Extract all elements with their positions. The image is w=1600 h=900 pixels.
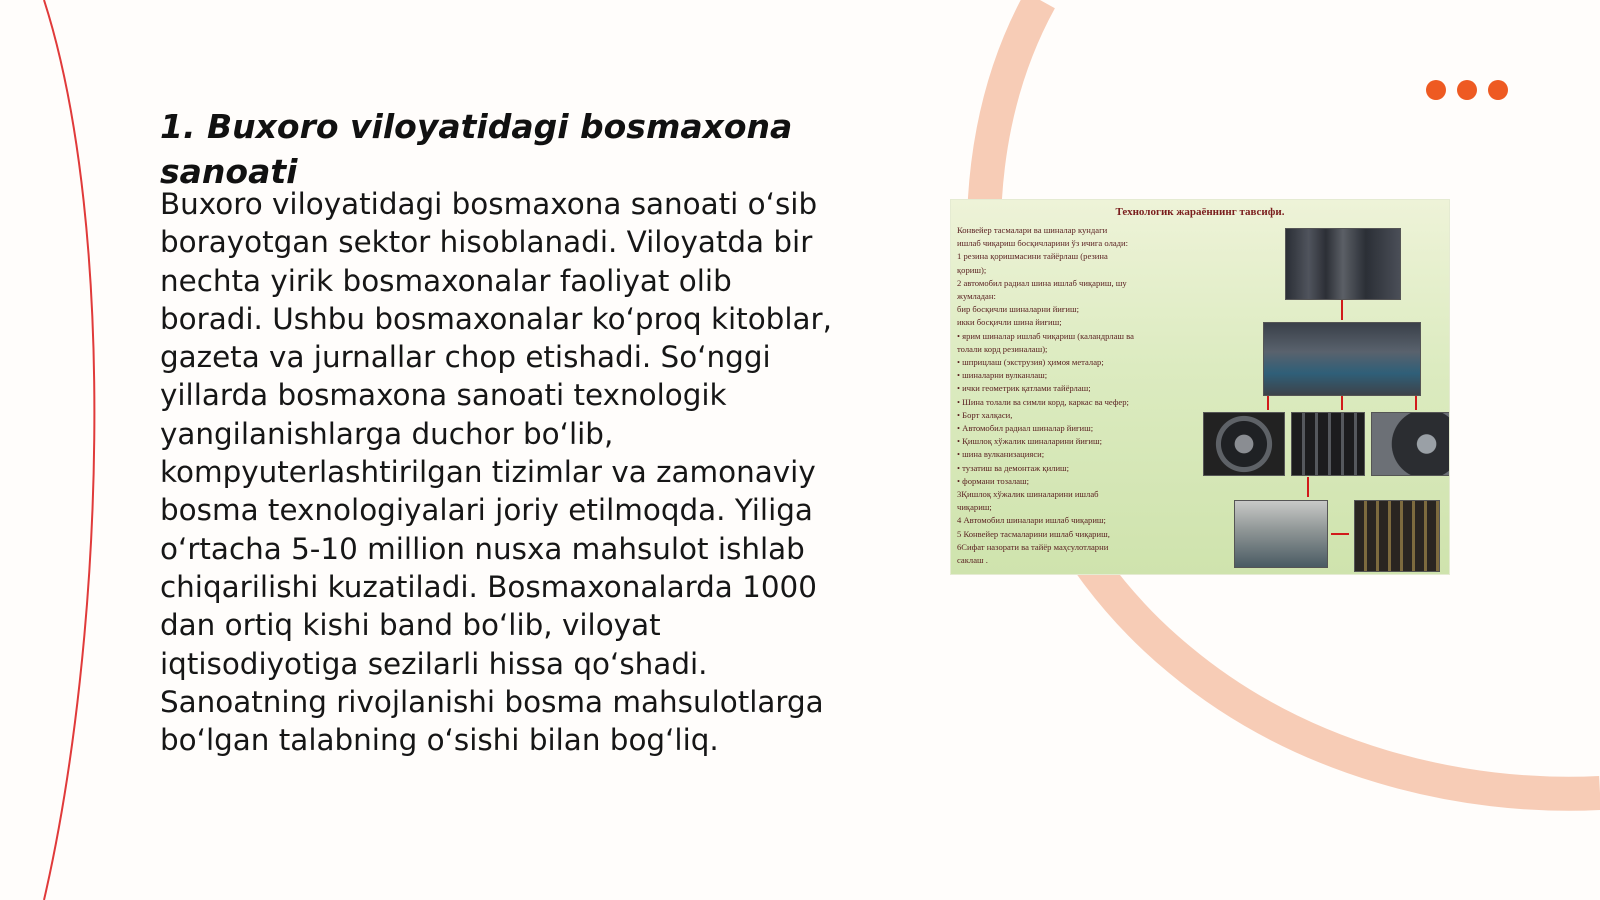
diagram-line: бир босқичли шиналарни йиғиш; bbox=[957, 304, 1080, 315]
diagram-line: • Қишлоқ хўжалик шиналарини йиғиш; bbox=[957, 436, 1103, 447]
diagram-line: 5 Конвейер тасмаларини ишлаб чиқариш, bbox=[957, 528, 1110, 539]
factory-photo bbox=[1263, 322, 1421, 396]
diagram-line: • Борт халқаси, bbox=[957, 409, 1013, 420]
left-edge-line bbox=[44, 0, 94, 900]
dots-menu bbox=[1426, 80, 1508, 100]
diagram-line: икки босқичли шина йиғиш; bbox=[957, 317, 1062, 328]
arrow-down-icon bbox=[1341, 396, 1343, 410]
diagram-line: • шприцлаш (экструзия) ҳимоя металар; bbox=[957, 357, 1104, 368]
process-diagram-image bbox=[951, 200, 1449, 574]
diagram-line: толали корд резиналаш); bbox=[957, 343, 1048, 354]
diagram-line: 3Қишлоқ хўжалик шиналарини ишлаб bbox=[957, 489, 1099, 500]
diagram-line: 4 Автомобил шиналари ишлаб чиқариш; bbox=[957, 515, 1106, 526]
diagram-text bbox=[957, 224, 1231, 567]
arrow-down-icon bbox=[1341, 300, 1343, 320]
diagram-line: 6Сифат назорати ва тайёр маҳсулотларни bbox=[957, 541, 1109, 552]
diagram-line: 1 резина қоришмасини тайёрлаш (резина bbox=[957, 251, 1108, 262]
dot-icon bbox=[1426, 80, 1446, 100]
arrow-right-icon bbox=[1331, 533, 1349, 535]
tire-closeup-photo bbox=[1371, 412, 1449, 476]
worker-photo bbox=[1234, 500, 1328, 568]
diagram-line: • шина вулканизацияси; bbox=[957, 449, 1045, 460]
diagram-line: • формани тозалаш; bbox=[957, 475, 1030, 486]
diagram-line: • ярим шиналар ишлаб чиқариш (каландрлаш ва bbox=[957, 330, 1134, 341]
diagram-line: Конвейер тасмалари ва шиналар кундаги bbox=[957, 225, 1108, 235]
diagram-line: ишлаб чиқариш босқичларини ўз ичига олади: bbox=[957, 238, 1129, 249]
arrow-down-icon bbox=[1415, 396, 1417, 410]
diagram-line: саклаш . bbox=[957, 555, 988, 566]
diagram-line: • тузатиш ва демонтаж қилиш; bbox=[957, 462, 1070, 473]
dot-icon bbox=[1488, 80, 1508, 100]
diagram-title: Технологик жараённинг тавсифи. bbox=[1115, 206, 1285, 218]
slide-body-text: Buxoro viloyatidagi bosmaxona sanoati o‘sib borayotgan sektor hisoblanadi. Viloyatda bir nechta yirik bosmaxonalar faoliyat olib boradi. Ushbu bosmaxonalar ko‘proq kitoblar, gazeta va jurnallar chop etishadi. So‘nggi yillarda bosmaxona sanoati texnologik yangilanishlarga duchor bo‘lib, kompyuterlashtirilgan tizimlar va zamonaviy bosma texnologiyalari joriy etilmoqda. Yiliga o‘rtacha 5-10 million nusxa mahsulot ishlab chiqarilishi kuzatiladi. Bosmaxonalarda 1000 dan ortiq kishi band bo‘lib, viloyat iqtisodiyotiga sezilarli hissa qo‘shadi. Sanoatning rivojlanishi bosma mahsulotlarga bo‘lgan talabning o‘sishi bilan bog‘liq. bbox=[160, 187, 832, 758]
diagram-line: • шиналарни вулканлаш; bbox=[957, 370, 1048, 381]
diagram-line: қориш); bbox=[957, 264, 987, 275]
diagram-line: 2 автомобил радиал шина ишлаб чиқариш, шу bbox=[957, 277, 1127, 288]
tire-photo bbox=[1203, 412, 1285, 476]
dot-icon bbox=[1457, 80, 1477, 100]
slide-title: 1. Buxoro viloyatidagi bosmaxona sanoati bbox=[160, 107, 793, 191]
diagram-line: • Автомобил радиал шиналар йиғиш; bbox=[957, 423, 1094, 434]
arrow-down-icon bbox=[1267, 396, 1269, 410]
diagram-line: чиқариш; bbox=[957, 502, 992, 513]
diagram-line: • ички геометрик қатлами тайёрлаш; bbox=[957, 383, 1091, 394]
diagram-line: • Шина толали ва симли корд, каркас ва чефер; bbox=[957, 396, 1129, 407]
conveyor-belt-photo bbox=[1285, 228, 1401, 300]
tire-stack-photo bbox=[1291, 412, 1365, 476]
diagram-line: жумладан: bbox=[957, 291, 996, 302]
warehouse-photo bbox=[1354, 500, 1440, 572]
arrow-down-icon bbox=[1307, 477, 1309, 497]
